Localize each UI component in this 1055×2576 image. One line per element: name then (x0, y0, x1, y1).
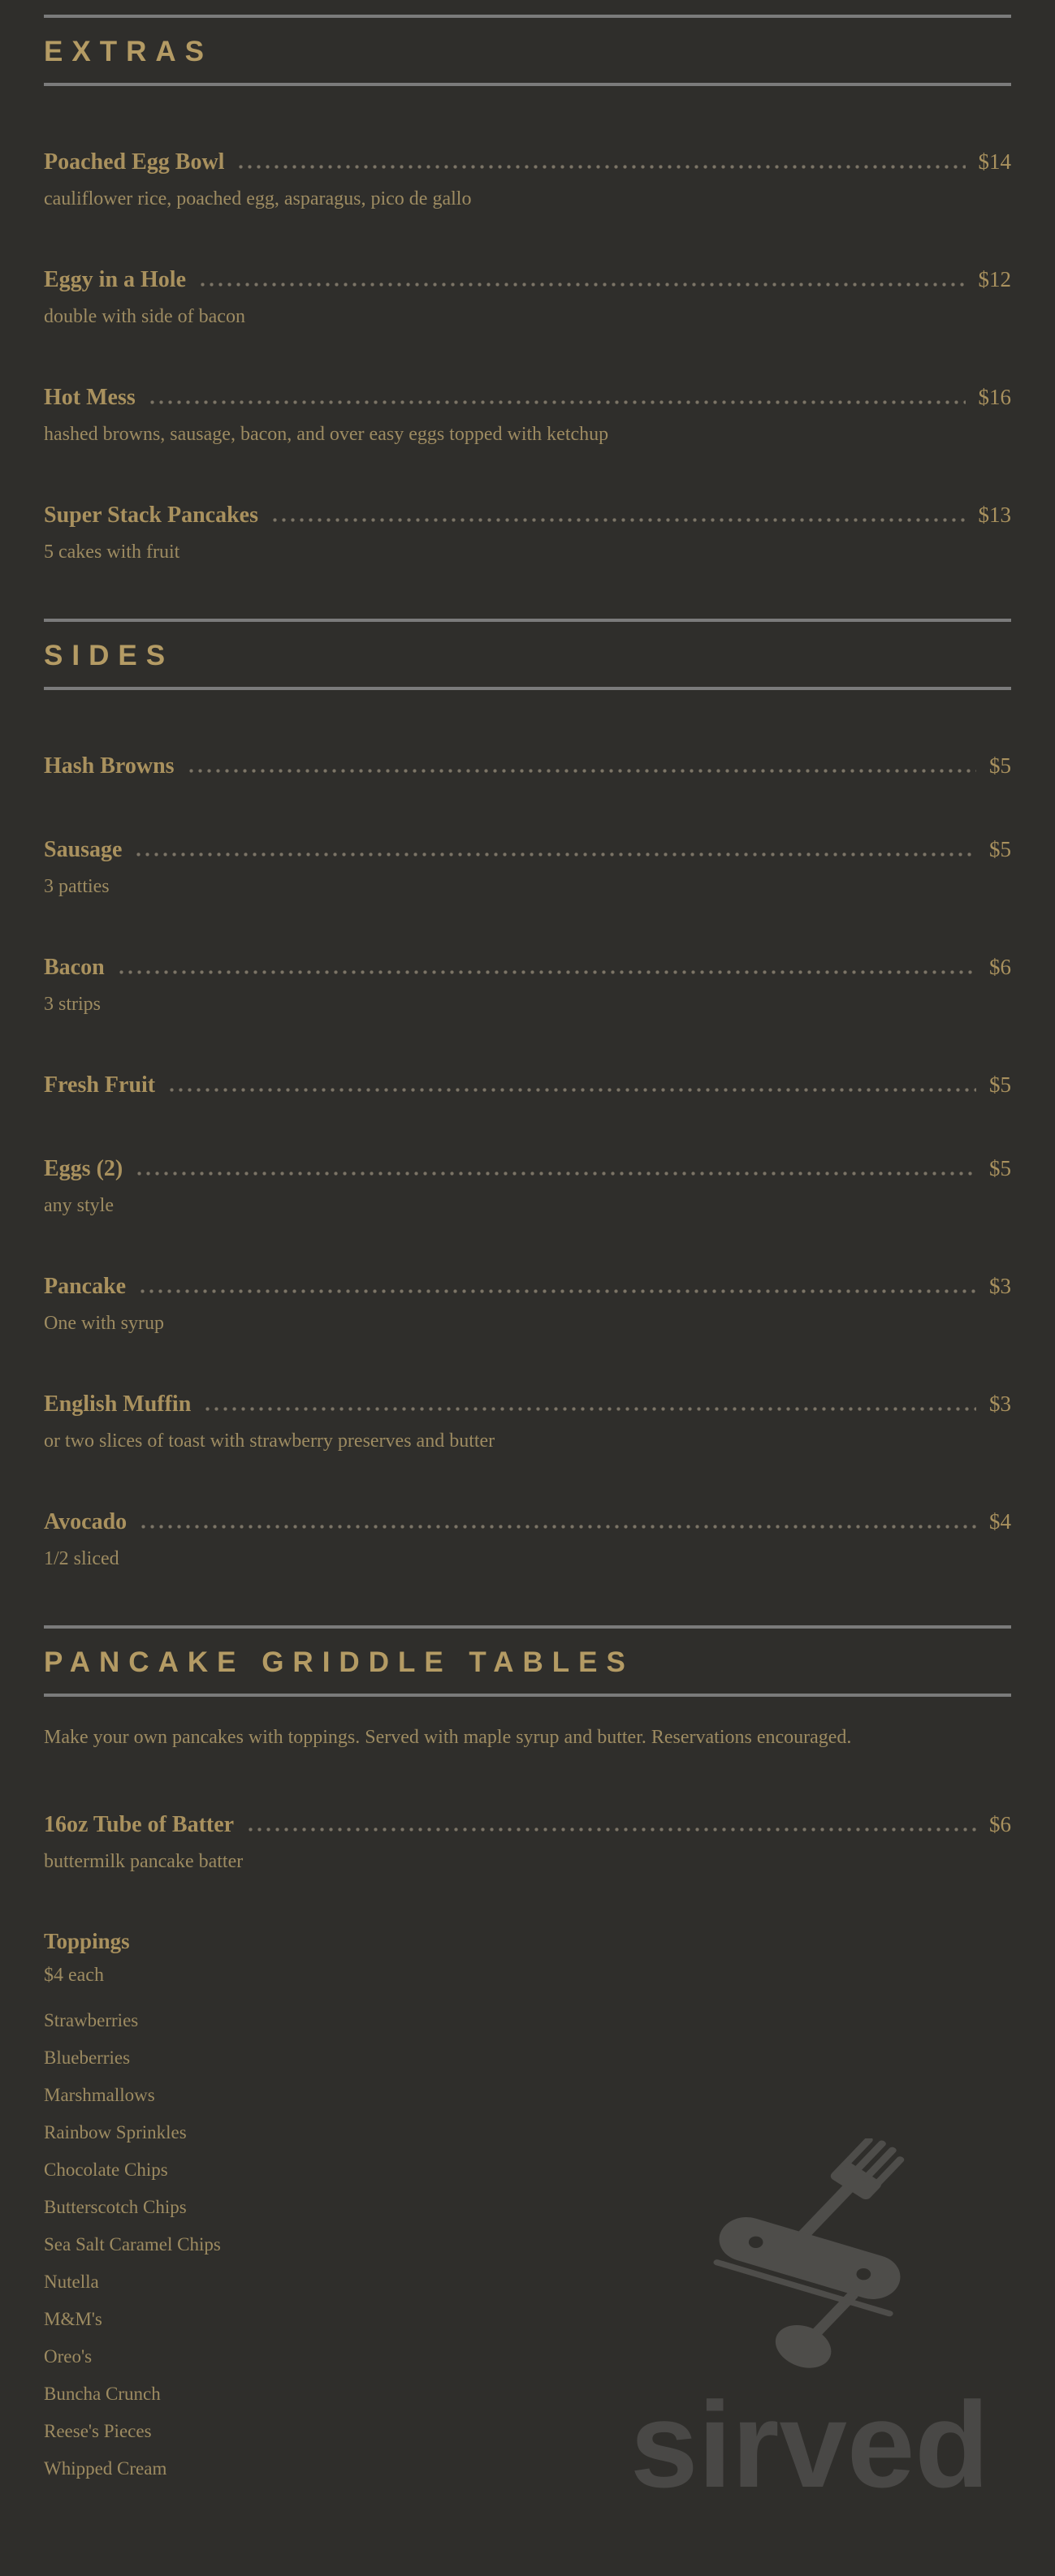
item-name: Super Stack Pancakes (44, 503, 258, 528)
item-name: Hash Browns (44, 753, 175, 779)
toppings-title: Toppings (44, 1929, 130, 1953)
section-rule (44, 1694, 1011, 1697)
menu-item (44, 1272, 1011, 1335)
menu-item (44, 1071, 1011, 1099)
menu-item (44, 1810, 1011, 1873)
topping-option: Reese's Pieces (44, 2421, 152, 2441)
item-description: cauliflower rice, poached egg, asparagus, pico de gallo (44, 188, 472, 209)
menu-item (44, 148, 1011, 210)
item-description: double with side of bacon (44, 306, 245, 327)
section-intro: Make your own pancakes with toppings. Served with maple syrup and butter. Reservations encouraged. (44, 1727, 852, 1748)
dotted-leader (203, 1407, 976, 1411)
topping-option: Oreo's (44, 2346, 93, 2367)
dotted-leader (236, 165, 965, 169)
section-rule (44, 1625, 1011, 1629)
section-sides (44, 619, 1011, 1570)
toppings-price-note: $4 each (44, 1965, 104, 1986)
item-price: $4 (989, 1509, 1011, 1534)
topping-option: Sea Salt Caramel Chips (44, 2234, 221, 2255)
item-name: Pancake (44, 1274, 127, 1299)
sirved-wordmark: sirved (630, 2376, 989, 2513)
item-description: or two slices of toast with strawberry preserves and butter (44, 1430, 495, 1452)
item-description: 1/2 sliced (44, 1548, 119, 1569)
item-price: $3 (989, 1392, 1011, 1416)
item-name: Eggy in a Hole (44, 267, 187, 292)
item-price: $13 (978, 503, 1011, 527)
topping-option: M&M's (44, 2309, 102, 2329)
dotted-leader (139, 1525, 976, 1529)
item-price: $6 (989, 955, 1011, 979)
dotted-leader (246, 1827, 976, 1832)
section-rule (44, 15, 1011, 18)
topping-option: Chocolate Chips (44, 2160, 168, 2180)
item-description: 3 strips (44, 994, 102, 1015)
dotted-leader (135, 1171, 976, 1176)
topping-option: Strawberries (44, 2010, 139, 2030)
menu-item (44, 752, 1011, 780)
topping-option: Blueberries (44, 2047, 131, 2068)
item-description: 3 patties (44, 876, 110, 897)
item-name: English Muffin (44, 1392, 192, 1417)
topping-option: Whipped Cream (44, 2458, 167, 2479)
item-price: $5 (989, 1156, 1011, 1180)
section-pancake-griddle-tables (44, 1625, 1011, 2479)
item-price: $5 (989, 837, 1011, 861)
item-description: hashed browns, sausage, bacon, and over easy eggs topped with ketchup (44, 424, 609, 445)
item-name: Sausage (44, 837, 123, 862)
item-price: $12 (978, 267, 1011, 291)
item-name: Bacon (44, 955, 105, 980)
menu-item (44, 265, 1011, 328)
menu-item (44, 953, 1011, 1016)
toppings-block (44, 1928, 1011, 2479)
item-price: $5 (989, 753, 1011, 778)
item-name: Eggs (2) (44, 1156, 123, 1181)
toppings-list (44, 2009, 1011, 2479)
item-price: $16 (978, 385, 1011, 409)
topping-option: Nutella (44, 2272, 99, 2292)
item-price: $14 (978, 149, 1011, 174)
section-title-pancake-griddle-tables: PANCAKE GRIDDLE TABLES (44, 1646, 634, 1678)
item-name: 16oz Tube of Batter (44, 1812, 235, 1837)
dotted-leader (138, 1289, 976, 1293)
dotted-leader (117, 970, 976, 974)
item-name: Poached Egg Bowl (44, 149, 225, 175)
topping-option: Butterscotch Chips (44, 2197, 187, 2217)
menu-item (44, 383, 1011, 446)
dotted-leader (198, 283, 965, 287)
menu-item (44, 1508, 1011, 1570)
menu-item (44, 835, 1011, 898)
section-extras (44, 15, 1011, 563)
dotted-leader (134, 852, 976, 857)
dotted-leader (270, 518, 966, 522)
item-description: buttermilk pancake batter (44, 1851, 244, 1872)
menu-item (44, 501, 1011, 563)
item-name: Fresh Fruit (44, 1072, 156, 1098)
item-name: Hot Mess (44, 385, 136, 410)
section-rule (44, 619, 1011, 622)
item-name: Avocado (44, 1509, 128, 1534)
dotted-leader (167, 1088, 976, 1092)
item-description: One with syrup (44, 1313, 164, 1334)
section-title-sides: SIDES (44, 640, 175, 671)
topping-option: Rainbow Sprinkles (44, 2122, 187, 2142)
item-price: $3 (989, 1274, 1011, 1298)
item-price: $6 (989, 1812, 1011, 1836)
menu-item (44, 1154, 1011, 1217)
section-title-extras: EXTRAS (44, 36, 213, 67)
topping-option: Buncha Crunch (44, 2384, 161, 2404)
item-description: any style (44, 1195, 114, 1216)
dotted-leader (148, 400, 966, 404)
topping-option: Marshmallows (44, 2085, 155, 2105)
menu-item (44, 1390, 1011, 1452)
item-description: 5 cakes with fruit (44, 542, 180, 563)
item-price: $5 (989, 1072, 1011, 1097)
dotted-leader (187, 769, 976, 773)
